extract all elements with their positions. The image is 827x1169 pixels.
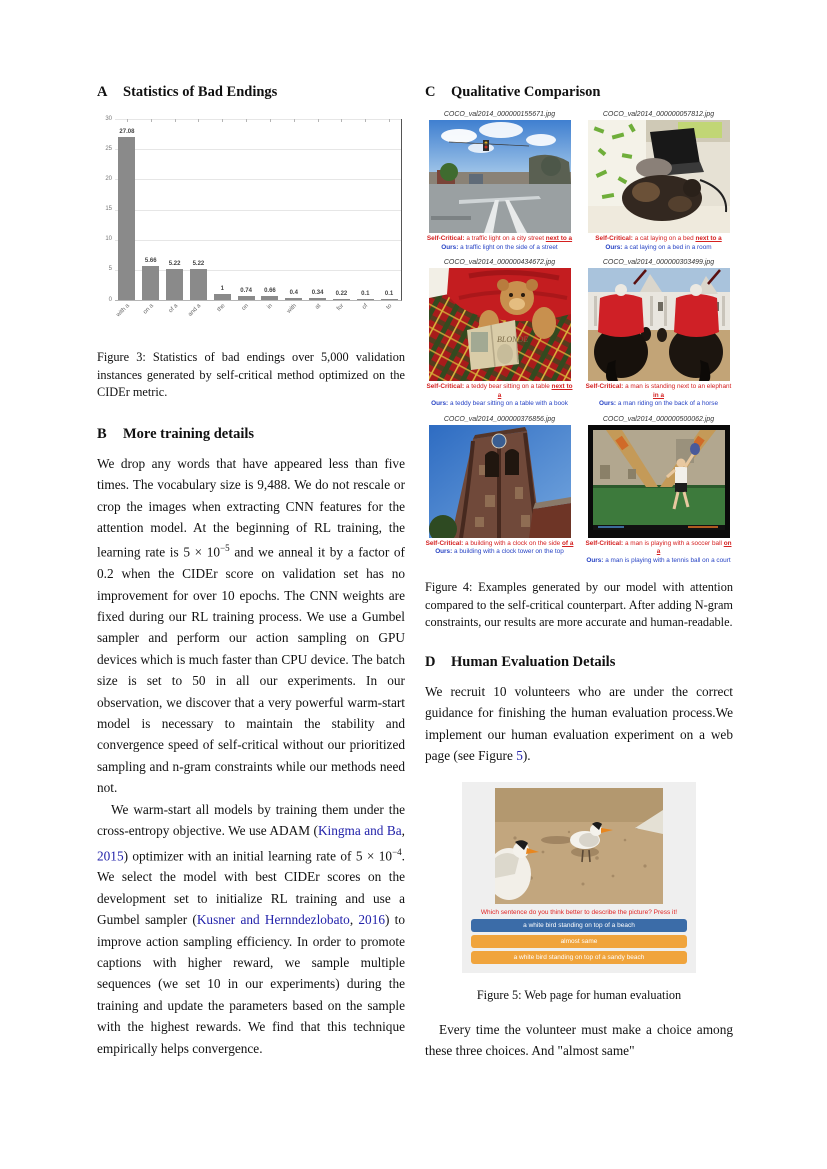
chart-gridline — [115, 240, 401, 241]
y-axis-tick-label: 15 — [105, 206, 112, 212]
section-b-heading — [97, 426, 405, 443]
chart-top-tick — [341, 119, 342, 122]
figure5-caption: Figure 5: Web page for human evaluation — [476, 988, 682, 1003]
x-axis-tick-label: for — [336, 303, 346, 313]
image-filename: COCO_val2014_000000500062.jpg — [602, 415, 715, 423]
chart-gridline — [115, 149, 401, 150]
caption-pair: Self-Critical: a man is playing with a soccer ball on a Ours: a man is playing with a tennis ball on a court — [585, 539, 732, 564]
figure5-webpage-screenshot — [462, 782, 696, 973]
photo-teddy-bear-book — [429, 268, 571, 381]
section-c-title: Qualitative Comparison — [451, 84, 601, 100]
chart-bar — [261, 296, 278, 300]
chart-bar — [381, 299, 398, 300]
x-axis-tick-label: on a — [142, 303, 155, 316]
chart-bar — [238, 296, 255, 300]
book-title-text: BLONDE — [496, 335, 528, 344]
section-b-paragraph-2: We warm-start all models by training them under the cross-entropy objective. We use ADAM (Kingma and Ba, 2015) optimizer with an initial learning rate of $5 \times 10^{-4}$. We select the model with best CIDEr scores on the development set to initialize RL training and use a Gumbel sampler (Kusner and Hernndezlobato, 2016) to improve action sampling efficiency. In order to promote captions with higher reward, we sample multiple sequences (we set 10 in our experiments) during the training and update the parameters based on the sample with the highest rewards. We find that this technique empirically helps convergence. — [97, 801, 405, 1056]
bar-value-label: 5.22 — [168, 260, 181, 267]
section-d-heading — [425, 654, 733, 671]
y-axis-tick-label: 10 — [105, 236, 112, 243]
x-axis-tick-label: of a — [167, 303, 179, 315]
y-axis-tick-label: 20 — [105, 175, 112, 182]
bar-value-label: 0.1 — [384, 291, 394, 298]
bar-value-label: 1 — [220, 285, 224, 292]
chart-top-tick — [222, 119, 223, 122]
bar-value-label: 0.4 — [289, 289, 298, 296]
figure3-caption: Figure 3: Statistics of bad endings over 5,000 validation instances generated by self-critical method optimized on the CIDEr metric. — [97, 350, 405, 400]
photo-cat-on-bed — [588, 120, 730, 233]
x-axis-tick-label: and a — [187, 303, 203, 318]
chart-bar — [309, 298, 326, 300]
figure4-cell — [584, 111, 733, 252]
section-b-paragraph-1: We drop any words that have appeared less than five times. The vocabulary size is 9,488. We do not rescale or crop the images when extracting CNN features for the attention model. At the beginning of RL training, the learning rate is $5 \times 10^{-5}$ and we anneal it by a factor of 0.2 when the CIDEr score on validation set has no improvement for over 10 epochs. The CNN weights are fixed during our RL training process. We use a Gumbel sampler and perform our action sampling on GPU devices which is much faster than CPU device. The batch size is set to 50 in all our experiments. In our observation, we discover that a very powerful warm-start model is necessary to maintain the stability and convergence speed of self-critical without our prioritized sampling and n-gram constraints while our methods need not. — [97, 455, 405, 796]
y-axis-tick-label: 0 — [108, 296, 112, 303]
section-a-title: Statistics of Bad Endings — [123, 84, 278, 100]
chart-bar — [333, 299, 350, 300]
bar-value-label: 0.34 — [311, 289, 324, 296]
section-a-label: A — [97, 84, 108, 100]
x-axis-tick-label: with — [286, 303, 298, 315]
figure4-cell — [425, 111, 574, 252]
x-axis-tick-label: the — [216, 303, 227, 314]
citation-link[interactable]: Kusner and Hernndezlobato — [196, 912, 350, 928]
caption-pair: Self-Critical: a teddy bear sitting on a table next to a Ours: a teddy bear sitting on a table with a book — [426, 383, 573, 407]
bar-value-label: 0.1 — [361, 291, 370, 298]
citation-link[interactable]: 2016 — [358, 912, 385, 928]
chart-top-tick — [270, 119, 271, 122]
x-axis-tick-label: at — [314, 303, 322, 311]
section-a-heading — [97, 84, 405, 101]
photo-street-scene — [429, 120, 571, 233]
chart-top-tick — [294, 119, 295, 122]
bar-value-label: 0.22 — [335, 290, 348, 297]
chart-bar — [214, 294, 231, 300]
section-c-label: C — [425, 84, 436, 100]
y-axis-tick-label: 25 — [105, 145, 112, 152]
photo-horses-riders — [588, 268, 730, 381]
chart-bar — [166, 269, 183, 300]
chart-bar — [357, 299, 374, 300]
image-filename: COCO_val2014_000000434672.jpg — [443, 259, 556, 266]
image-filename: COCO_val2014_000000155671.jpg — [443, 111, 556, 118]
figure4-cell — [584, 259, 733, 409]
chart-top-tick — [127, 119, 128, 122]
section-b-label: B — [97, 425, 107, 442]
chart-gridline — [115, 179, 401, 180]
y-axis-tick-label: 5 — [108, 266, 112, 273]
right-column — [425, 84, 733, 1062]
chart-top-tick — [365, 119, 366, 122]
x-axis-tick-label: to — [385, 303, 394, 311]
image-filename: COCO_val2014_000000303499.jpg — [602, 259, 715, 266]
bar-value-label: 0.66 — [264, 288, 276, 295]
caption-pair: Self-Critical: a cat laying on a bed next to a Ours: a cat laying on a bed in a room — [595, 235, 722, 251]
image-filename: COCO_val2014_000000057812.jpg — [602, 111, 715, 118]
chart-top-tick — [151, 119, 152, 122]
bar-value-label: 5.66 — [144, 257, 157, 264]
chart-bar — [118, 137, 135, 300]
bar-value-label: 0.74 — [240, 287, 252, 294]
chart-top-tick — [318, 119, 319, 122]
chart-top-tick — [246, 119, 247, 122]
left-column — [97, 84, 405, 1059]
chart-gridline — [115, 210, 401, 211]
chart-top-tick — [198, 119, 199, 122]
caption-pair: Self-Critical: a traffic light on a city street next to a Ours: a traffic light on the side of a street — [426, 235, 573, 251]
figure4-cell — [425, 259, 574, 409]
bar-value-label: 27.08 — [119, 128, 135, 135]
photo-clock-tower — [429, 425, 571, 538]
citation-link[interactable]: 2015 — [97, 847, 124, 863]
choice-button-3: a white bird standing on top of a sandy beach — [471, 951, 687, 964]
caption-pair: Self-Critical: a building with a clock on the side of a Ours: a building with a clock tower on the top — [425, 539, 574, 555]
citation-link[interactable]: 5 — [516, 748, 523, 763]
image-filename: COCO_val2014_000000376856.jpg — [443, 415, 556, 423]
chart-bar — [142, 266, 159, 300]
y-axis-tick-label: 30 — [105, 115, 112, 122]
evaluation-question: Which sentence do you think better to describe the picture? Press it! — [480, 909, 678, 917]
section-d-title: Human Evaluation Details — [451, 653, 616, 670]
photo-indoor-court-player — [588, 425, 730, 538]
chart-bar — [285, 298, 302, 300]
figure4-cell — [584, 416, 733, 566]
figure4-cell — [425, 416, 574, 566]
section-d-label: D — [425, 653, 436, 670]
choice-button-2: almost same — [471, 935, 687, 948]
bar-value-label: 5.22 — [192, 260, 205, 267]
chart-top-tick — [175, 119, 176, 122]
x-axis-tick-label: in — [266, 303, 275, 311]
figure4-grid — [425, 111, 733, 565]
section-b-title: More training details — [123, 425, 255, 442]
x-axis-tick-label: on — [241, 303, 251, 312]
closing-paragraph: Every time the volunteer must make a choice among these three choices. And "almost same" — [425, 1022, 733, 1059]
section-c-heading — [425, 84, 733, 101]
citation-link[interactable]: Kingma and Ba — [317, 823, 402, 839]
chart-plot-area — [105, 115, 402, 319]
choice-button-1: a white bird standing on top of a beach — [471, 919, 687, 932]
caption-pair: Self-Critical: a man is standing next to an elephant in a Ours: a man riding on the back of a horse — [585, 383, 732, 407]
chart-top-tick — [389, 119, 390, 122]
chart-gridline — [115, 119, 401, 120]
section-d-paragraph: We recruit 10 volunteers who are under the correct guidance for finishing the human evaluation process.We implement our human evaluation experiment on a web page (see Figure 5). — [425, 683, 733, 763]
photo-beach-birds — [495, 788, 663, 904]
figure3-bar-chart — [97, 111, 405, 335]
x-axis-tick-label: of — [361, 303, 370, 311]
figure4-caption: Figure 4: Examples generated by our model with attention compared to the self-critical counterpart. After adding N-gram constraints, our results are more accurate and human-readable. — [425, 580, 733, 630]
chart-bar — [190, 269, 207, 300]
x-axis-tick-label: with a — [115, 303, 132, 319]
